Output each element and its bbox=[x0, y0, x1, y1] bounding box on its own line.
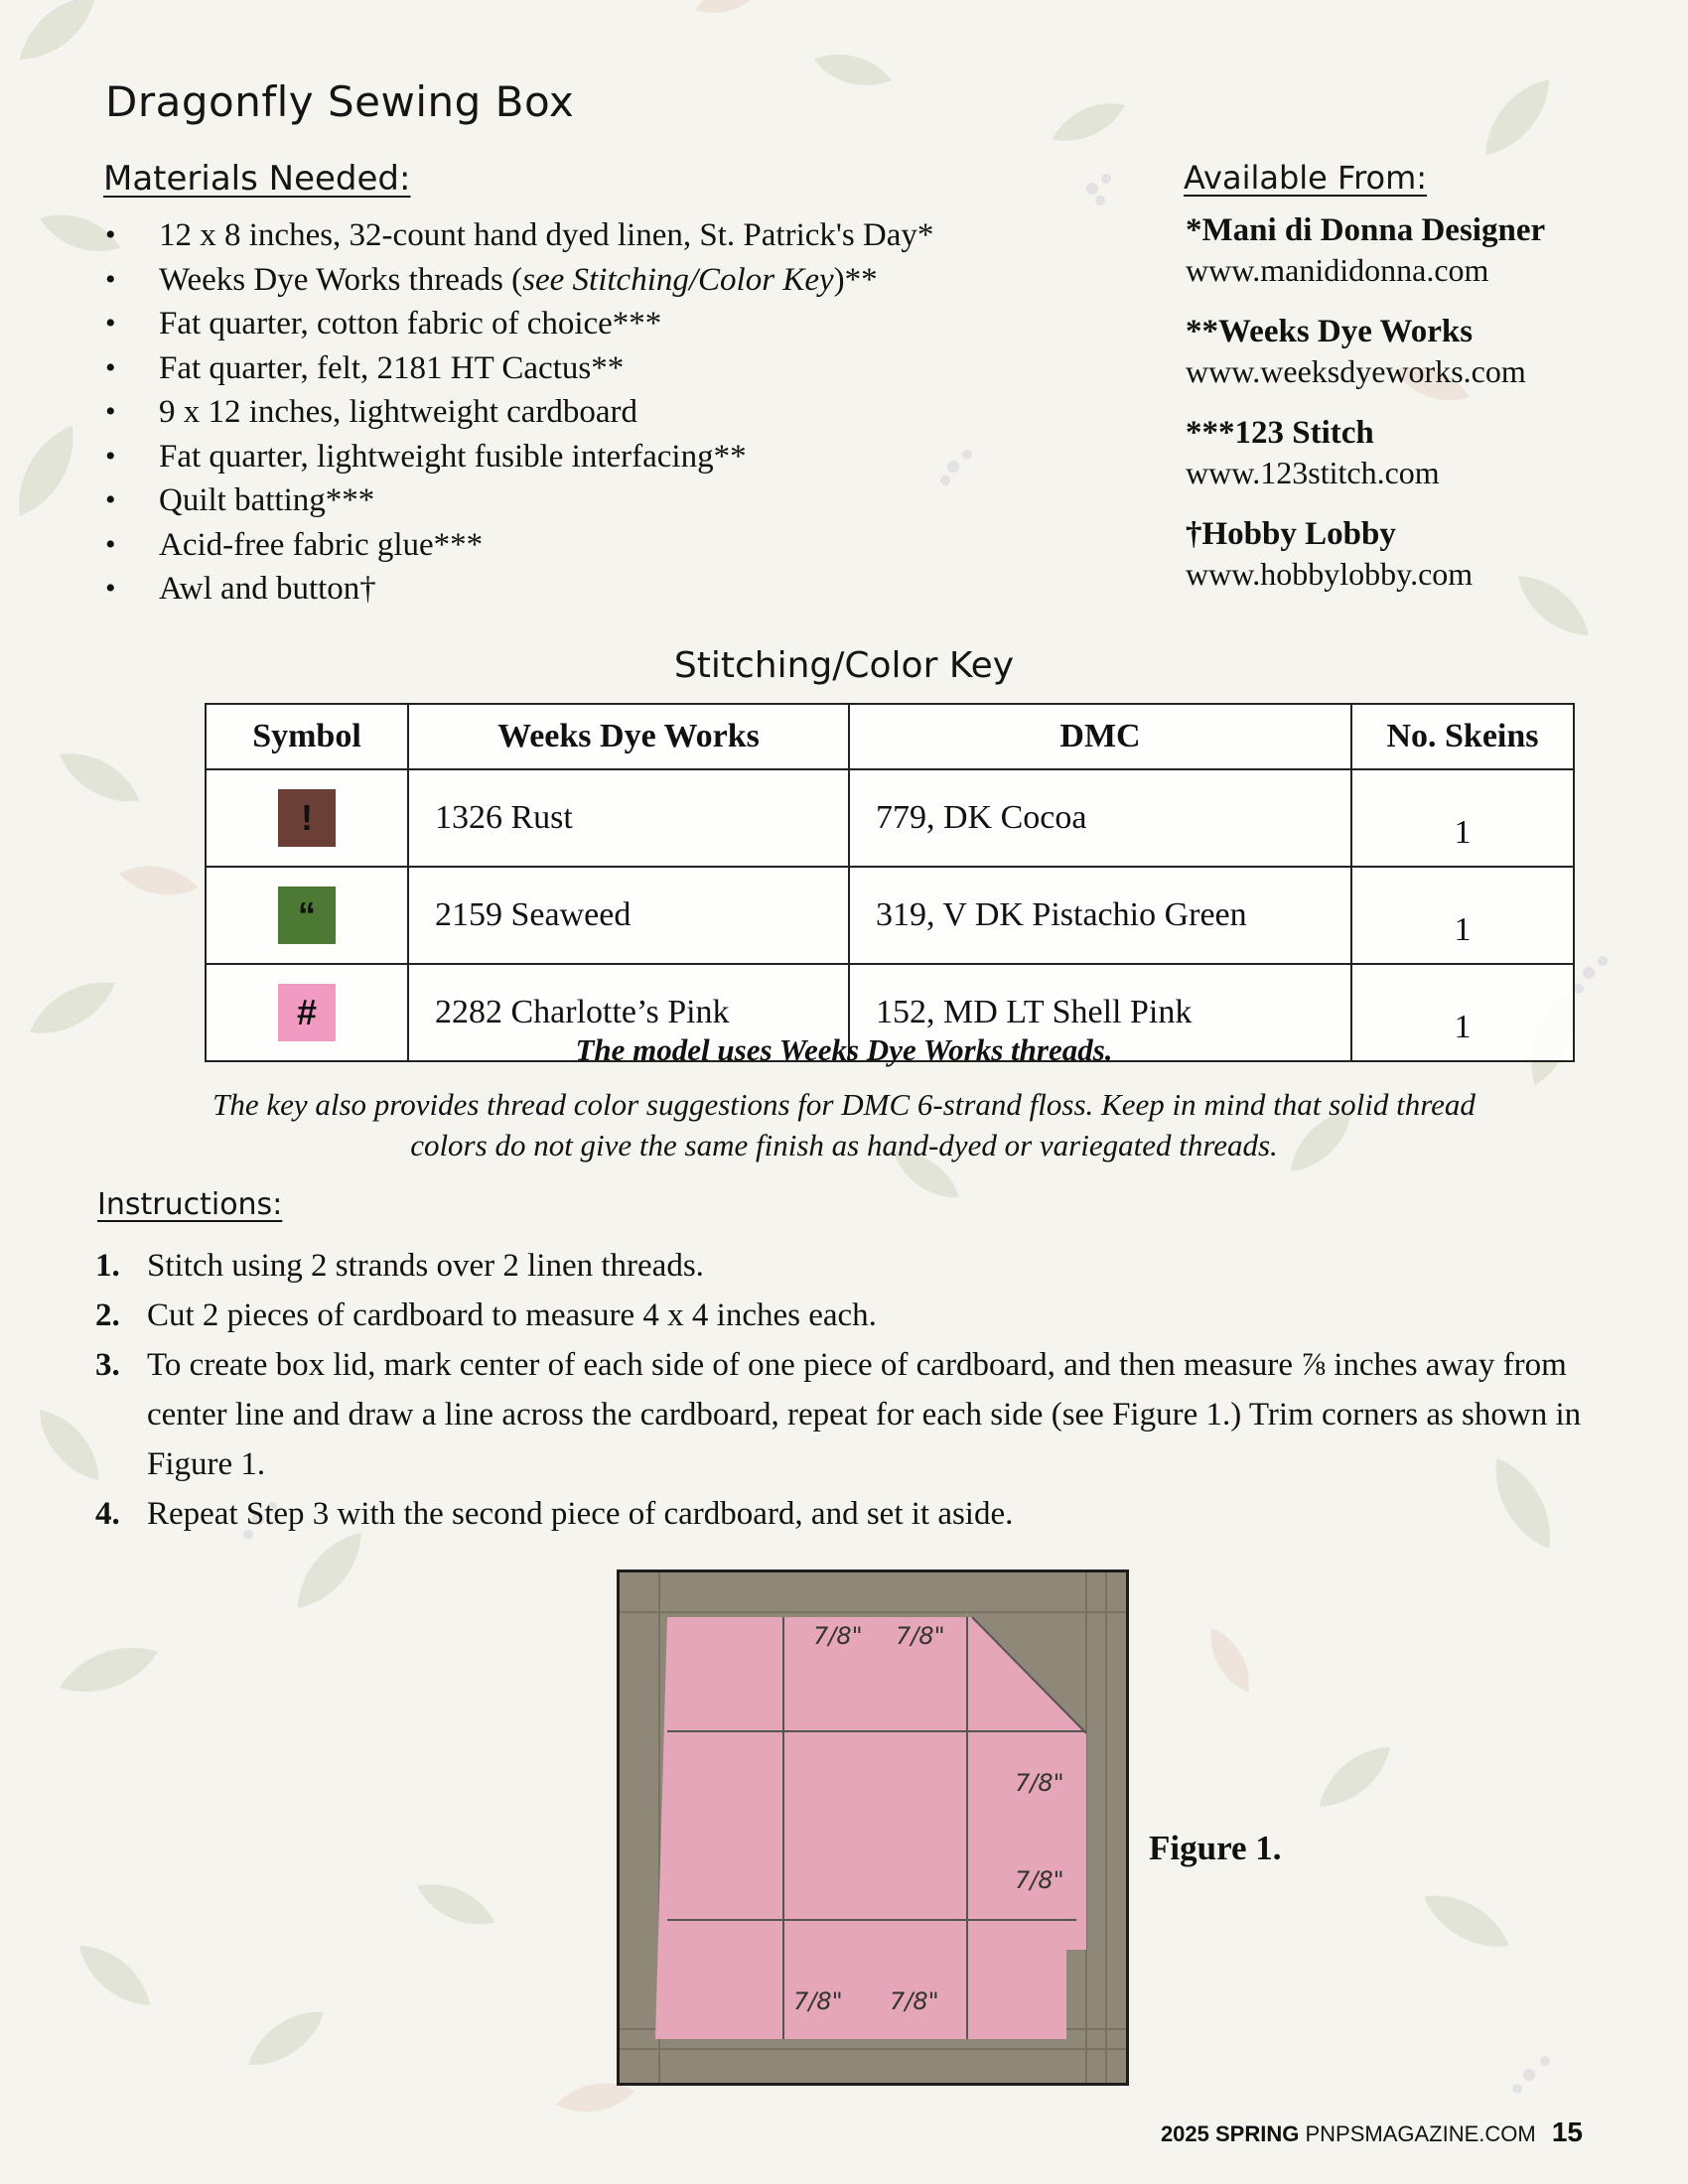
bullet-icon: • bbox=[105, 262, 116, 296]
color-key-table bbox=[205, 703, 1575, 1062]
supplier-name: †Hobby Lobby bbox=[1186, 516, 1396, 552]
step-text: Cut 2 pieces of cardboard to measure 4 x 4 inches each. bbox=[147, 1297, 877, 1333]
column-header: Symbol bbox=[206, 704, 408, 769]
table-row bbox=[206, 769, 1574, 867]
step-text: Repeat Step 3 with the second piece of cardboard, and set it aside. bbox=[147, 1496, 1014, 1532]
weeks-cell: 2159 Seaweed bbox=[408, 867, 849, 964]
pink-cardboard bbox=[655, 1617, 1086, 2039]
instruction-step bbox=[95, 1489, 1615, 1539]
supplier-name: ***123 Stitch bbox=[1186, 415, 1374, 451]
material-item bbox=[105, 567, 1118, 612]
bullet-icon: • bbox=[105, 395, 116, 428]
material-text: Acid-free fabric glue*** bbox=[159, 526, 484, 563]
footer-site: PNPSMAGAZINE.COM bbox=[1305, 2121, 1536, 2146]
material-text: 12 x 8 inches, 32-count hand dyed linen, St. Patrick's Day* bbox=[159, 217, 934, 253]
column-header: No. Skeins bbox=[1351, 704, 1574, 769]
table-row bbox=[206, 867, 1574, 964]
available-from-heading: Available From: bbox=[1184, 159, 1428, 197]
skeins-cell: 1 bbox=[1351, 769, 1574, 867]
supplier-entry bbox=[1186, 413, 1642, 492]
step-number: 2. bbox=[95, 1297, 120, 1333]
color-key-title: Stitching/Color Key bbox=[673, 645, 1015, 686]
bullet-icon: • bbox=[105, 350, 116, 384]
material-item bbox=[105, 435, 1118, 479]
bullet-icon: • bbox=[105, 527, 116, 561]
symbol-swatch: ! bbox=[278, 789, 336, 847]
measurement-label: 7/8" bbox=[1015, 1866, 1064, 1894]
bullet-icon: • bbox=[105, 483, 116, 516]
skeins-cell: 1 bbox=[1351, 964, 1574, 1061]
supplier-entry bbox=[1186, 210, 1642, 290]
bullet-icon: • bbox=[105, 307, 116, 340]
material-item bbox=[105, 346, 1118, 391]
instruction-step bbox=[95, 1241, 1615, 1291]
bullet-icon: • bbox=[105, 439, 116, 473]
column-header: DMC bbox=[849, 704, 1351, 769]
dmc-cell: 319, V DK Pistachio Green bbox=[849, 867, 1351, 964]
materials-heading: Materials Needed: bbox=[103, 159, 411, 199]
step-number: 4. bbox=[95, 1496, 120, 1532]
weeks-cell: 1326 Rust bbox=[408, 769, 849, 867]
measurement-label: 7/8" bbox=[890, 1987, 939, 2015]
weeks-cell: 2282 Charlotte’s Pink bbox=[408, 964, 849, 1061]
supplier-entry bbox=[1186, 312, 1642, 391]
figure-caption: Figure 1. bbox=[1149, 1829, 1282, 1867]
instructions-heading: Instructions: bbox=[97, 1187, 283, 1222]
dmc-cell: 779, DK Cocoa bbox=[849, 769, 1351, 867]
material-text: Fat quarter, cotton fabric of choice*** bbox=[159, 306, 662, 341]
symbol-swatch: # bbox=[278, 984, 336, 1041]
material-item bbox=[105, 258, 1118, 303]
material-item bbox=[105, 302, 1118, 346]
material-item bbox=[105, 213, 1118, 258]
symbol-cell bbox=[206, 867, 408, 964]
key-note-bold: The model uses Weeks Dye Works threads. bbox=[575, 1032, 1113, 1067]
instructions-list bbox=[95, 1241, 1615, 1539]
supplier-name: *Mani di Donna Designer bbox=[1186, 212, 1546, 248]
step-text: Stitch using 2 strands over 2 linen threads. bbox=[147, 1248, 704, 1284]
step-text: To create box lid, mark center of each side of one piece of cardboard, and then measure ⅞ inches away from center line and draw a line across the cardboard, repeat for each side (see Figure 1.) Trim corners as shown in Figure 1. bbox=[147, 1347, 1582, 1482]
page-footer bbox=[1161, 2116, 1583, 2148]
key-note: The key also provides thread color suggestions for DMC 6-strand floss. Keep in mind that solid thread colors do not give the same finish as hand-dyed or variegated threads. bbox=[212, 1087, 1476, 1162]
material-text: 9 x 12 inches, lightweight cardboard bbox=[159, 394, 638, 430]
step-number: 1. bbox=[95, 1248, 120, 1284]
symbol-cell bbox=[206, 769, 408, 867]
supplier-url: www.123stitch.com bbox=[1186, 455, 1440, 490]
cardboard-illustration bbox=[620, 1572, 1126, 2083]
measurement-label: 7/8" bbox=[813, 1622, 863, 1650]
material-text: Awl and button† bbox=[159, 571, 376, 607]
page-number: 15 bbox=[1551, 2116, 1583, 2147]
table-header-row bbox=[206, 704, 1574, 769]
material-text-before: Weeks Dye Works threads ( bbox=[159, 261, 523, 298]
material-item bbox=[105, 523, 1118, 568]
measurement-label: 7/8" bbox=[793, 1987, 843, 2015]
material-item bbox=[105, 478, 1118, 523]
bullet-icon: • bbox=[105, 218, 116, 251]
material-text-italic: see Stitching/Color Key bbox=[522, 261, 834, 298]
bullet-icon: • bbox=[105, 572, 116, 605]
material-text-after: )** bbox=[833, 261, 878, 298]
instruction-step bbox=[95, 1340, 1615, 1489]
measurement-label: 7/8" bbox=[1015, 1769, 1064, 1797]
step-number: 3. bbox=[95, 1347, 120, 1383]
dmc-cell: 152, MD LT Shell Pink bbox=[849, 964, 1351, 1061]
material-text: Fat quarter, felt, 2181 HT Cactus** bbox=[159, 349, 625, 386]
footer-season: 2025 SPRING bbox=[1160, 2121, 1300, 2146]
material-text: Fat quarter, lightweight fusible interfacing** bbox=[159, 438, 747, 475]
page-title: Dragonfly Sewing Box bbox=[105, 77, 575, 126]
supplier-url: www.hobbylobby.com bbox=[1186, 556, 1474, 592]
column-header: Weeks Dye Works bbox=[408, 704, 849, 769]
material-item bbox=[105, 390, 1118, 435]
supplier-list bbox=[1186, 210, 1642, 615]
figure-1-photo bbox=[617, 1570, 1129, 2086]
symbol-swatch: “ bbox=[278, 887, 336, 944]
material-text: Quilt batting*** bbox=[159, 482, 375, 518]
supplier-name: **Weeks Dye Works bbox=[1186, 314, 1474, 349]
materials-list bbox=[105, 213, 1118, 612]
supplier-url: www.manididonna.com bbox=[1186, 252, 1489, 288]
supplier-entry bbox=[1186, 514, 1642, 594]
measurement-label: 7/8" bbox=[896, 1622, 945, 1650]
instruction-step bbox=[95, 1291, 1615, 1340]
skeins-cell: 1 bbox=[1351, 867, 1574, 964]
supplier-url: www.weeksdyeworks.com bbox=[1186, 353, 1526, 389]
